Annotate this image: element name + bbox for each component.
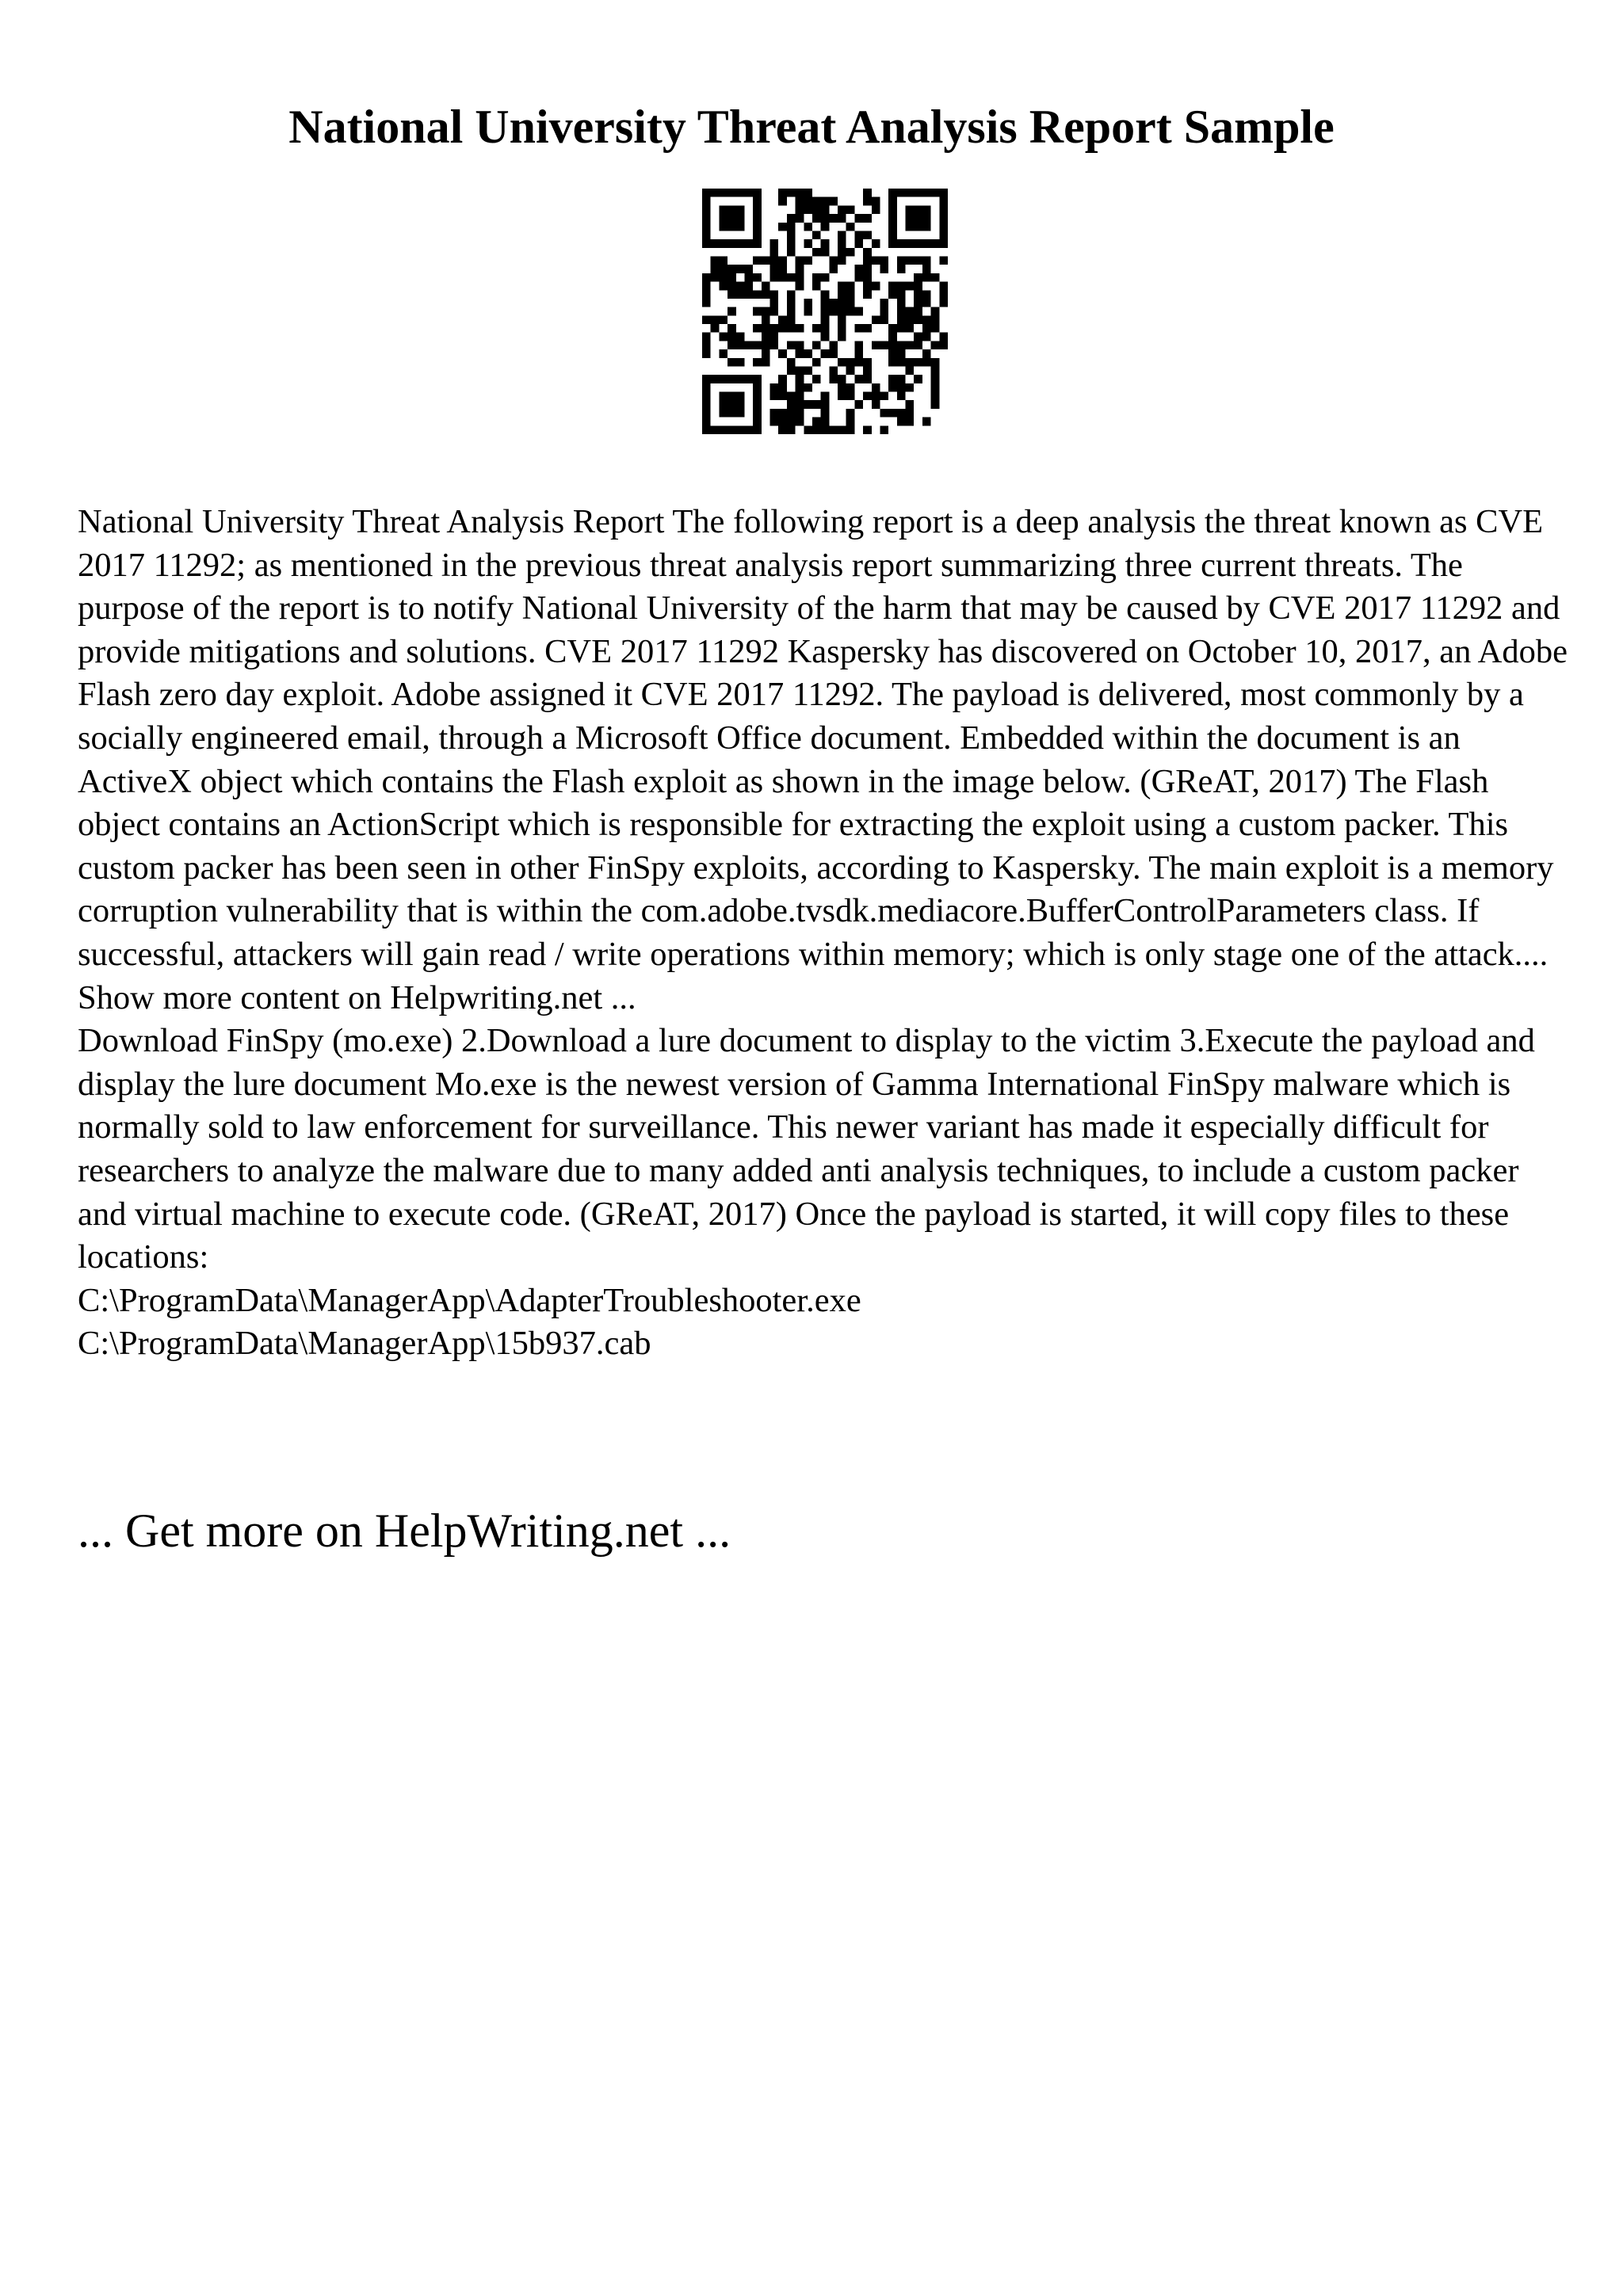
- file-path-2: C:\ProgramData\ManagerApp\15b937.cab: [78, 1325, 651, 1363]
- page-title: National University Threat Analysis Report Sample: [288, 101, 1335, 153]
- qr-code-icon[interactable]: [702, 189, 948, 434]
- body-paragraph-2-text: Download FinSpy (mo.exe) 2.Download a lure document to display to the victim 3.Execute the payload and display the lure document Mo.exe is the newest version of Gamma International FinSpy malware which is normally sold to law enforcement for surveillance. This newer variant has made it especially difficult for researchers to analyze the malware due to many added anti analysis techniques, to include a custom packer and virtual machine to execute code. (GReAT, 2017) Once the payload is started, it will copy files to these locations:: [78, 1022, 1535, 1276]
- file-path-1: C:\ProgramData\ManagerApp\AdapterTroubleshooter.exe: [78, 1281, 861, 1319]
- body-paragraph-1: National University Threat Analysis Report The following report is a deep analysis the threat known as CVE 2017 11292; as mentioned in the previous threat analysis report summarizing three current threats. The purpose of the report is to notify National University of the harm that may be caused by CVE 2017 11292 and provide mitigations and solutions. CVE 2017 11292 Kaspersky has discovered on October 10, 2017, an Adobe Flash zero day exploit. Adobe assigned it CVE 2017 11292. The payload is delivered, most commonly by a socially engineered email, through a Microsoft Office document. Embedded within the document is an ActiveX object which contains the Flash exploit as shown in the image below. (GReAT, 2017) The Flash object contains an ActionScript which is responsible for extracting the exploit using a custom packer. This custom packer has been seen in other FinSpy exploits, according to Kaspersky. The main exploit is a memory corruption vulnerability that is within the com.adobe.tvsdk.mediacore.BufferControlParameters class. If successful, attackers will gain read / write operations within memory; which is only stage one of the attack.... Show more content on Helpwriting.net ...: [78, 503, 1568, 1016]
- get-more-link[interactable]: ... Get more on HelpWriting.net ...: [78, 1505, 731, 1557]
- report-body: [78, 501, 1568, 1366]
- body-paragraph-2: [78, 1020, 1568, 1366]
